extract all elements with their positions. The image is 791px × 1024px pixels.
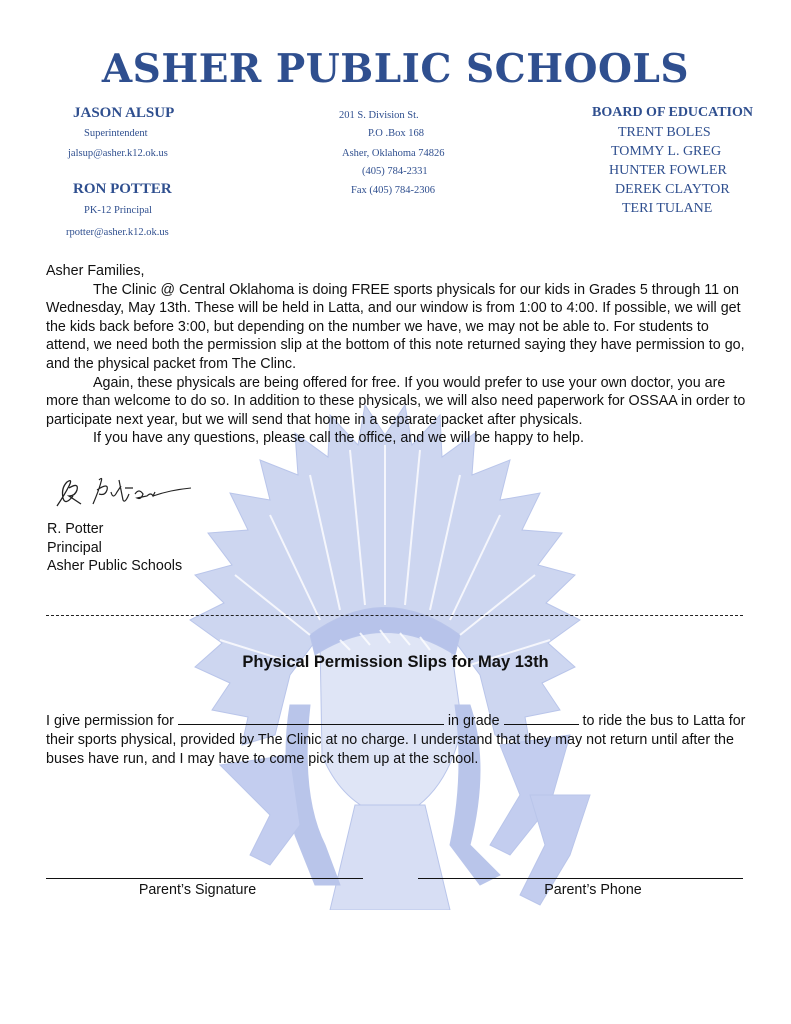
parent-phone-line[interactable]	[418, 878, 743, 879]
school-title: ASHER PUBLIC SCHOOLS	[101, 46, 690, 92]
superintendent-name: JASON ALSUP	[73, 105, 175, 121]
permission-slip-title: Physical Permission Slips for May 13th	[242, 653, 549, 671]
school-fax: Fax (405) 784-2306	[351, 185, 435, 196]
parent-signature-label: Parent’s Signature	[138, 882, 257, 898]
superintendent-email: jalsup@asher.k12.ok.us	[68, 148, 168, 159]
board-member: TOMMY L. GREG	[611, 144, 722, 159]
letter-paragraph: If you have any questions, please call the office, and we will be happy to help.	[93, 430, 584, 447]
address-po-box: P.O .Box 168	[368, 128, 425, 139]
signer-name: R. Potter	[47, 521, 104, 537]
board-heading: BOARD OF EDUCATION	[592, 105, 754, 120]
slip-text-part: in grade	[443, 713, 504, 729]
permission-slip-text	[46, 711, 746, 769]
letter-body	[46, 262, 746, 448]
cut-line-divider	[46, 615, 743, 616]
board-member: TERI TULANE	[622, 201, 713, 216]
letter-paragraph: Again, these physicals are being offered for free. If you would prefer to use your own doctor, you are more than welcome to do so. In addition to these physicals, we will also need paperwork for OSSAA in order to participate next year, but we will send that home in a separate packet after physicals.	[46, 374, 746, 428]
principal-name: RON POTTER	[73, 181, 172, 197]
school-phone: (405) 784-2331	[362, 166, 428, 177]
student-name-blank[interactable]	[178, 711, 444, 725]
board-member: DEREK CLAYTOR	[615, 182, 730, 197]
letter-greeting: Asher Families,	[46, 263, 145, 279]
signer-organization: Asher Public Schools	[47, 558, 183, 574]
letter-paragraph: The Clinic @ Central Oklahoma is doing FREE sports physicals for our kids in Grades 5 through 11 on Wednesday, May 13th. These will be held in Latta, and our window is from 1:00 to 4:00. If possible, we will get the kids back before 3:00, but depending on the number we have, we may not be able to. For students to attend, we need both the permission slip at the bottom of this note returned saying they have permission to go, and the physical packet from The Clinc.	[46, 281, 745, 372]
signer-title: Principal	[47, 540, 102, 556]
principal-email: rpotter@asher.k12.ok.us	[66, 227, 169, 238]
superintendent-title: Superintendent	[84, 128, 148, 139]
parent-phone-label: Parent’s Phone	[544, 882, 642, 898]
slip-text-part: I give permission for	[46, 713, 178, 729]
grade-blank[interactable]	[504, 711, 579, 725]
principal-title: PK-12 Principal	[84, 205, 152, 216]
board-member: HUNTER FOWLER	[609, 163, 727, 178]
address-street: 201 S. Division St.	[339, 110, 419, 121]
slip-text-part: to ride the bus to Latta for their sports physical, provided by The Clinic at no charge. I understand that they may not return until after the buses have run, and I may have to come pick them up at the school.	[46, 713, 746, 767]
handwritten-signature-icon	[55, 474, 195, 512]
parent-signature-line[interactable]	[46, 878, 363, 879]
address-city: Asher, Oklahoma 74826	[342, 148, 445, 159]
board-member: TRENT BOLES	[618, 125, 711, 140]
